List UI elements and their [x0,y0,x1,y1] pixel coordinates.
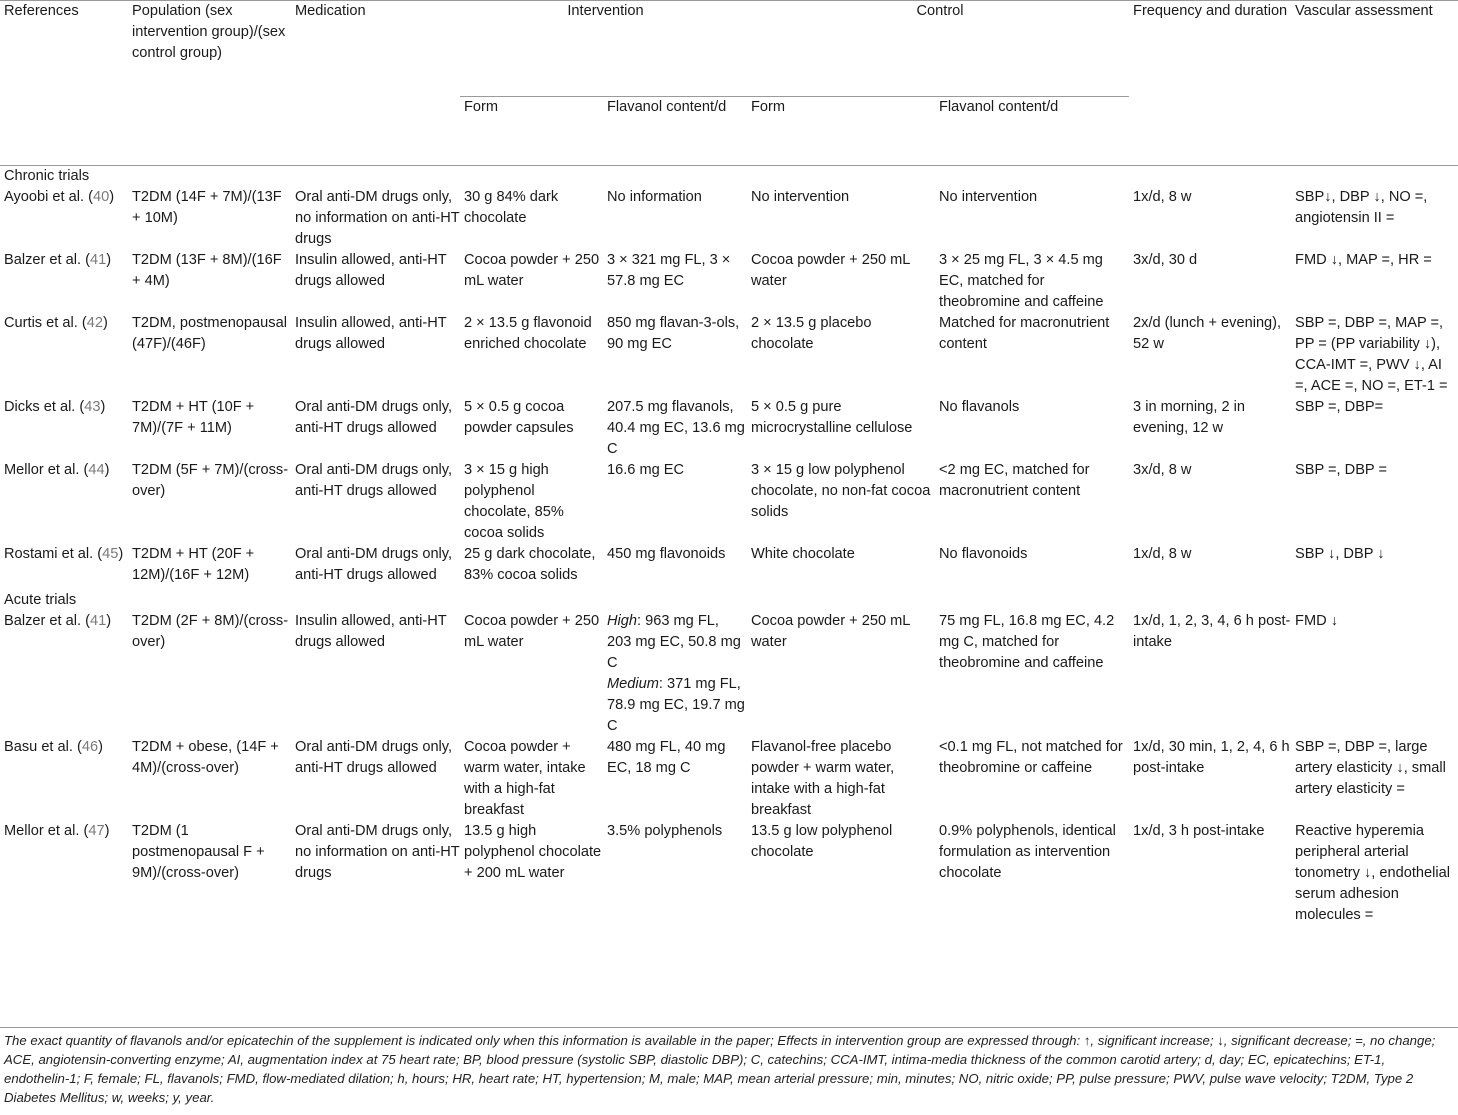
intervention-flavanol-cell: 16.6 mg EC [607,461,685,478]
control-flavanol-cell: Matched for macronutrient content [939,314,1110,352]
medication-cell: Insulin allowed, anti-HT drugs allowed [295,314,447,352]
frequency-cell: 1x/d, 30 min, 1, 2, 4, 6 h post-intake [1133,738,1290,776]
intervention-flavanol-cell: 480 mg FL, 40 mg EC, 18 mg C [607,738,726,776]
vascular-cell: SBP =, DBP =, large artery elasticity ↓, small artery elasticity = [1295,738,1446,797]
table-row [0,397,1458,460]
table-footnote: The exact quantity of flavanols and/or epicatechin of the supplement is indicated only when this information is available in the paper; Effects in intervention group are expressed through: ↑, significant increase; ↓, significant decrease; =, no change; ACE, angiotensin-converting enzyme; AI, augmentation index at 75 heart rate; BP, blood pressure (systolic SBP, diastolic DBP); C, catechins; CCA-IMT, intima-media thickness of the common carotid artery; d, day; EC, epicatechins; ET-1, endothelin-1; F, female; FL, flavanols; FMD, flow-mediated dilation; h, hours; HR, heart rate; HT, hypertension; M, male; MAP, mean arterial pressure; min, minutes; NO, nitric oxide; PP, pulse pressure; PWV, pulse wave velocity; T2DM, Type 2 Diabetes Mellitus; w, weeks; y, year. [4,1033,1436,1105]
vascular-cell: SBP =, DBP =, MAP =, PP = (PP variability ↓), CCA-IMT =, PWV ↓, AI =, ACE =, NO =, ET-1 = [1295,314,1448,394]
vascular-cell: SBP↓, DBP ↓, NO =, angiotensin II = [1295,188,1428,226]
header-control-form: Form [751,99,786,115]
population-cell: T2DM, postmenopausal (47F)/(46F) [132,314,287,352]
table-row [0,313,1458,397]
medication-cell: Insulin allowed, anti-HT drugs allowed [295,612,447,650]
medication-cell: Oral anti-DM drugs only, anti-HT drugs allowed [295,545,453,583]
header-intervention-flavanol: Flavanol content/d [607,99,727,115]
control-flavanol-cell: 75 mg FL, 16.8 mg EC, 4.2 mg C, matched for theobromine and caffeine [939,612,1115,671]
reference-link[interactable]: 44 [88,461,105,478]
control-flavanol-cell: No flavanols [939,398,1020,415]
population-cell: T2DM (13F + 8M)/(16F + 4M) [132,251,282,289]
control-flavanol-cell: 0.9% polyphenols, identical formulation as intervention chocolate [939,822,1116,881]
header-medication: Medication [291,1,460,165]
control-form-cell: No intervention [751,188,850,205]
header-intervention: Intervention [460,1,747,97]
control-form-cell: Flavanol-free placebo powder + warm water, intake with a high-fat breakfast [751,738,895,818]
table-row [0,250,1458,313]
medication-cell: Insulin allowed, anti-HT drugs allowed [295,251,447,289]
reference-cell: Balzer et al. (41) [4,612,112,629]
medication-cell: Oral anti-DM drugs only, no information on anti-HT drugs [295,822,460,881]
intervention-form-cell: Cocoa powder + 250 mL water [464,612,600,650]
frequency-cell: 3x/d, 30 d [1133,251,1198,268]
population-cell: T2DM + HT (20F + 12M)/(16F + 12M) [132,545,255,583]
intervention-flavanol-cell: 850 mg flavan-3-ols, 90 mg EC [607,314,740,352]
frequency-cell: 2x/d (lunch + evening), 52 w [1133,314,1282,352]
reference-cell: Dicks et al. (43) [4,398,106,415]
medication-cell: Oral anti-DM drugs only, anti-HT drugs allowed [295,398,453,436]
header-control: Control [747,1,1129,97]
intervention-flavanol-cell: No information [607,188,702,205]
control-flavanol-cell: <2 mg EC, matched for macronutrient content [939,461,1090,499]
reference-cell: Ayoobi et al. (40) [4,188,115,205]
table-row [0,611,1458,737]
population-cell: T2DM (2F + 8M)/(cross-over) [132,612,289,650]
reference-link[interactable]: 40 [92,188,110,205]
table-row [0,460,1458,544]
frequency-cell: 1x/d, 3 h post-intake [1133,822,1265,839]
vascular-cell: FMD ↓ [1295,612,1338,629]
medication-cell: Oral anti-DM drugs only, no information on anti-HT drugs [295,188,460,247]
intervention-form-cell: 25 g dark chocolate, 83% cocoa solids [464,545,596,583]
intervention-flavanol-cell: 207.5 mg flavanols, 40.4 mg EC, 13.6 mg C [607,398,745,457]
intervention-form-cell: 3 × 15 g high polyphenol chocolate, 85% cocoa solids [464,461,564,541]
intervention-form-cell: 30 g 84% dark chocolate [464,188,559,226]
control-form-cell: White chocolate [751,545,855,562]
frequency-cell: 3x/d, 8 w [1133,461,1192,478]
frequency-cell: 1x/d, 8 w [1133,188,1192,205]
control-form-cell: Cocoa powder + 250 mL water [751,612,910,650]
intervention-flavanol-cell: High: 963 mg FL, 203 mg EC, 50.8 mg C Medium: 371 mg FL, 78.9 mg EC, 19.7 mg C [607,612,745,734]
control-flavanol-cell: No flavonoids [939,545,1028,562]
intervention-form-cell: 5 × 0.5 g cocoa powder capsules [464,398,574,436]
population-cell: T2DM + obese, (14F + 4M)/(cross-over) [132,738,279,776]
vascular-cell: FMD ↓, MAP =, HR = [1295,251,1432,268]
control-flavanol-cell: 3 × 25 mg FL, 3 × 4.5 mg EC, matched for theobromine and caffeine [939,251,1104,310]
control-form-cell: 2 × 13.5 g placebo chocolate [751,314,872,352]
reference-cell: Rostami et al. (45) [4,545,124,562]
medication-cell: Oral anti-DM drugs only, anti-HT drugs allowed [295,738,453,776]
frequency-cell: 1x/d, 8 w [1133,545,1192,562]
dose-level-high: High [607,612,638,629]
reference-cell: Mellor et al. (47) [4,822,110,839]
intervention-form-cell: Cocoa powder + 250 mL water [464,251,600,289]
header-intervention-form: Form [464,99,499,115]
population-cell: T2DM (14F + 7M)/(13F + 10M) [132,188,282,226]
control-form-cell: Cocoa powder + 250 mL water [751,251,910,289]
frequency-cell: 3 in morning, 2 in evening, 12 w [1133,398,1245,436]
section-chronic-trials: Chronic trials [4,167,90,184]
reference-cell: Basu et al. (46) [4,738,103,755]
table-row [0,737,1458,821]
control-flavanol-cell: <0.1 mg FL, not matched for theobromine or caffeine [939,738,1123,776]
population-cell: T2DM (5F + 7M)/(cross-over) [132,461,289,499]
intervention-flavanol-cell: 3 × 321 mg FL, 3 × 57.8 mg EC [607,251,731,289]
reference-link[interactable]: 42 [86,314,103,331]
dose-level-medium: Medium [607,675,659,692]
header-control-flavanol: Flavanol content/d [939,99,1059,115]
table-body [0,165,1458,926]
header-population: Population (sex intervention group)/(sex control group) [128,1,291,165]
section-acute-trials: Acute trials [4,591,77,608]
intervention-flavanol-cell: 3.5% polyphenols [607,822,723,839]
medication-cell: Oral anti-DM drugs only, anti-HT drugs allowed [295,461,453,499]
table-row [0,187,1458,250]
control-form-cell: 5 × 0.5 g pure microcrystalline cellulose [751,398,913,436]
reference-link[interactable]: 41 [89,251,107,268]
reference-link[interactable]: 46 [81,738,99,755]
vascular-cell: SBP ↓, DBP ↓ [1295,545,1385,562]
control-form-cell: 13.5 g low polyphenol chocolate [751,822,893,860]
control-flavanol-cell: No intervention [939,188,1038,205]
control-form-cell: 3 × 15 g low polyphenol chocolate, no non-fat cocoa solids [751,461,931,520]
table-row [0,821,1458,926]
intervention-form-cell: Cocoa powder + warm water, intake with a high-fat breakfast [464,738,586,818]
intervention-flavanol-cell: 450 mg flavonoids [607,545,726,562]
population-cell: T2DM + HT (10F + 7M)/(7F + 11M) [132,398,255,436]
population-cell: T2DM (1 postmenopausal F + 9M)/(cross-over) [132,822,265,881]
reference-link[interactable]: 41 [89,612,107,629]
vascular-cell: Reactive hyperemia peripheral arterial tonometry ↓, endothelial serum adhesion molecules = [1295,822,1450,923]
frequency-cell: 1x/d, 1, 2, 3, 4, 6 h post-intake [1133,612,1291,650]
reference-link[interactable]: 47 [88,822,105,839]
header-vascular: Vascular assessment [1291,1,1458,165]
reference-cell: Balzer et al. (41) [4,251,112,268]
reference-link[interactable]: 45 [102,545,119,562]
table-header [0,1,1458,166]
reference-link[interactable]: 43 [84,398,101,415]
header-frequency: Frequency and duration [1129,1,1291,165]
intervention-form-cell: 13.5 g high polyphenol chocolate + 200 mL water [464,822,602,881]
reference-cell: Mellor et al. (44) [4,461,110,478]
vascular-cell: SBP =, DBP = [1295,461,1387,478]
intervention-form-cell: 2 × 13.5 g flavonoid enriched chocolate [464,314,592,352]
table-row [0,544,1458,586]
table-bottom-rule [0,1027,1458,1028]
header-references: References [0,1,128,165]
vascular-cell: SBP =, DBP= [1295,398,1384,415]
reference-cell: Curtis et al. (42) [4,314,108,331]
